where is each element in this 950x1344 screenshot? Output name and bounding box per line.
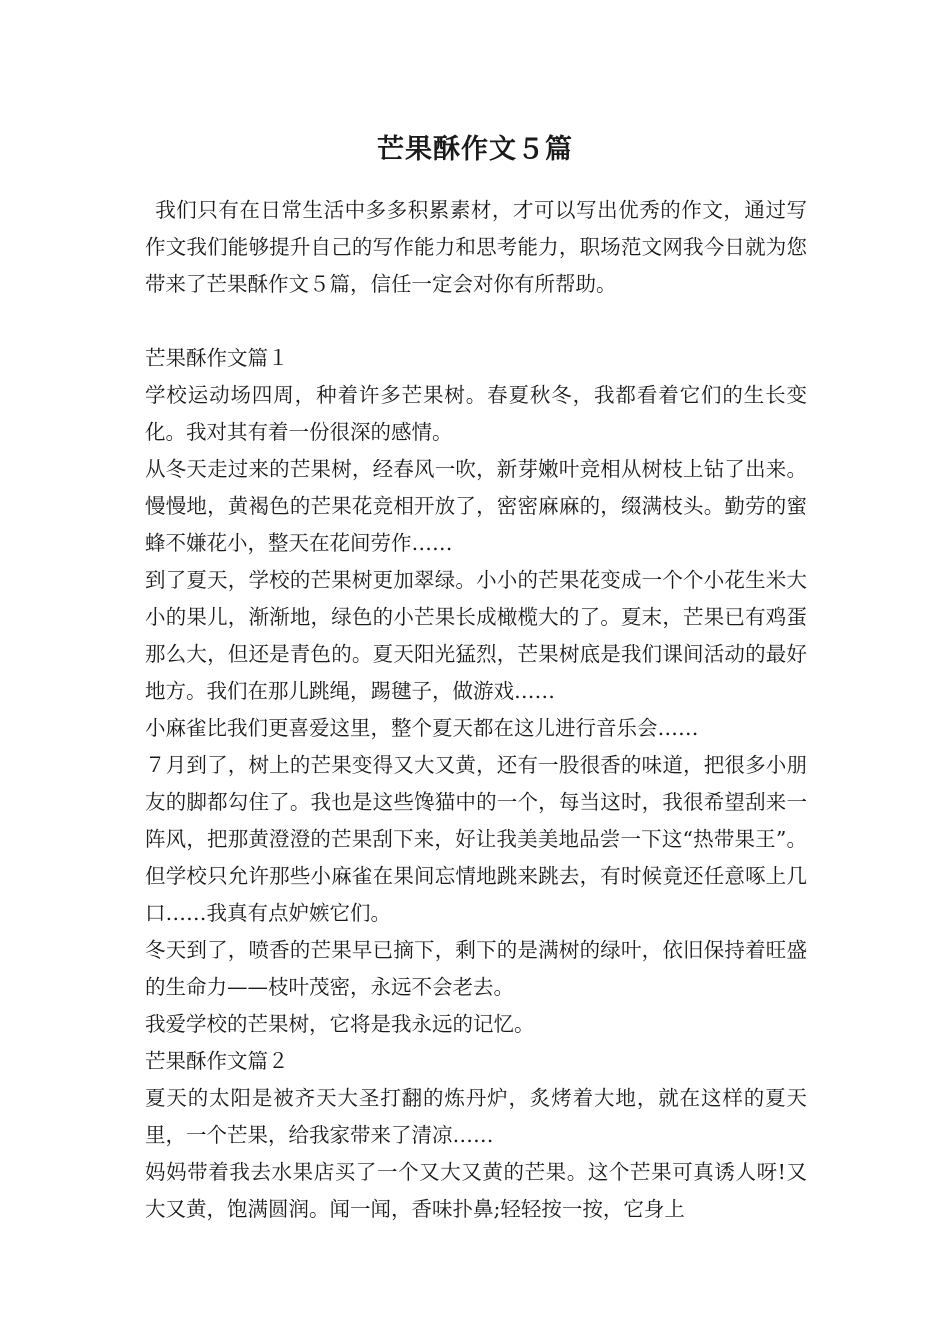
section-heading-2: 芒果酥作文篇２ bbox=[145, 1049, 289, 1073]
paragraph: 到了夏天，学校的芒果树更加翠绿。小小的芒果花变成一个个小花生米大小的果儿，渐渐地，绿色的小芒果长成橄榄大的了。夏末，芒果已有鸡蛋那么大，但还是青色的。夏天阳光猛烈，芒果树底是我们课间活动的最好地方。我们在那儿跳绳，踢毽子，做游戏…… bbox=[145, 568, 807, 703]
paragraph: 我爱学校的芒果树，它将是我永远的记忆。 bbox=[145, 1012, 535, 1036]
intro-paragraph: 我们只有在日常生活中多多积累素材，才可以写出优秀的作文，通过写作文我们能够提升自己的写作能力和思考能力，职场范文网我今日就为您带来了芒果酥作文５篇，信任一定会对你有所帮助。 bbox=[145, 198, 807, 296]
paragraph: 从冬天走过来的芒果树，经春风一吹，新芽嫩叶竞相从树枝上钻了出来。慢慢地，黄褐色的芒果花竞相开放了，密密麻麻的，缀满枝头。勤劳的蜜蜂不嫌花小，整天在花间劳作…… bbox=[145, 457, 807, 555]
paragraph: 学校运动场四周，种着许多芒果树。春夏秋冬，我都看着它们的生长变化。我对其有着一份很深的感情。 bbox=[145, 383, 807, 444]
paragraph: 小麻雀比我们更喜爱这里，整个夏天都在这儿进行音乐会…… bbox=[145, 716, 699, 740]
paragraph: 冬天到了，喷香的芒果早已摘下，剩下的是满树的绿叶，依旧保持着旺盛的生命力——枝叶茂密，永远不会老去。 bbox=[145, 938, 807, 999]
section-heading-1: 芒果酥作文篇１ bbox=[145, 346, 289, 370]
paragraph-gap bbox=[145, 303, 807, 340]
document-title: 芒果酥作文５篇 bbox=[377, 134, 573, 165]
paragraph: 夏天的太阳是被齐天大圣打翻的炼丹炉，炙烤着大地，就在这样的夏天里，一个芒果，给我家带来了清凉…… bbox=[145, 1086, 807, 1147]
paragraph: ７月到了，树上的芒果变得又大又黄，还有一股很香的味道，把很多小朋友的脚都勾住了。我也是这些馋猫中的一个，每当这时，我很希望刮来一阵风，把那黄澄澄的芒果刮下来，好让我美美地品尝一下这“热带果王”。但学校只允许那些小麻雀在果间忘情地跳来跳去，有时候竟还任意啄上几口……我真有点妒嫉它们。 bbox=[145, 753, 807, 925]
document-body bbox=[145, 192, 807, 1228]
paragraph: 妈妈带着我去水果店买了一个又大又黄的芒果。这个芒果可真诱人呀!又大又黄，饱满圆润。闻一闻，香味扑鼻;轻轻按一按，它身上 bbox=[145, 1160, 807, 1221]
